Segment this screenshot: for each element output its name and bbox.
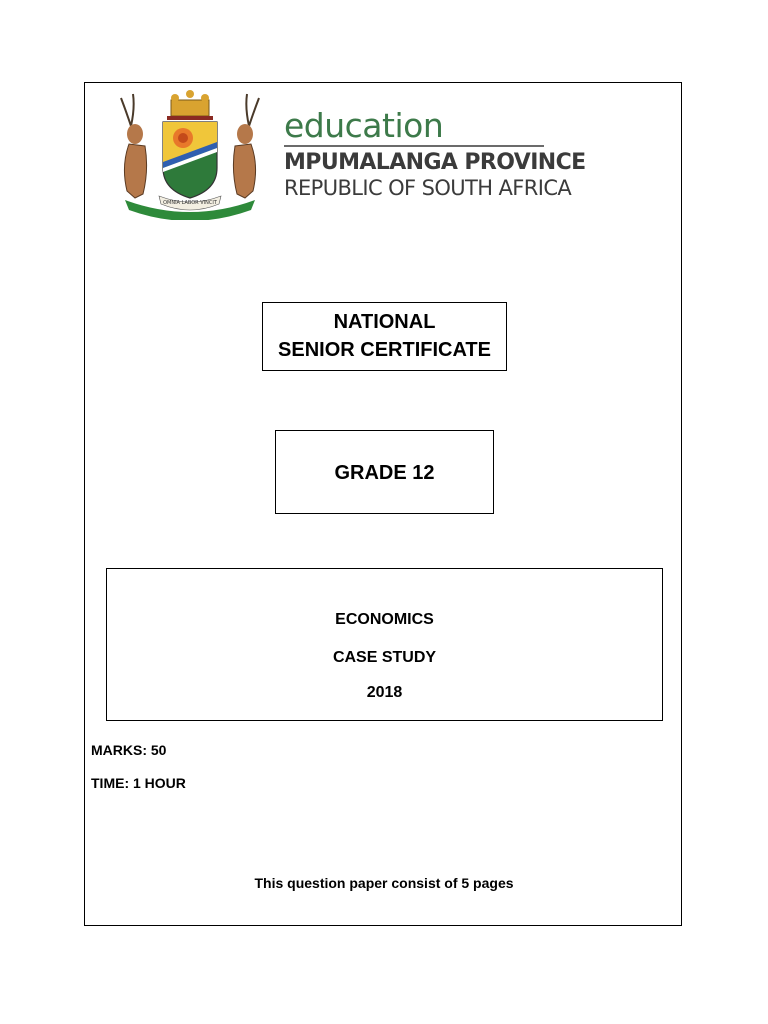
country-name: REPUBLIC OF SOUTH AFRICA	[284, 176, 572, 200]
time-info: TIME: 1 HOUR	[91, 775, 186, 791]
page-count-note: This question paper consist of 5 pages	[254, 875, 514, 891]
grade-label: GRADE 12	[334, 462, 435, 484]
paper-type: CASE STUDY	[332, 649, 437, 666]
certificate-box	[262, 302, 507, 371]
exam-year: 2018	[366, 684, 403, 701]
province-name: MPUMALANGA PROVINCE	[284, 150, 586, 175]
grade-box	[275, 430, 494, 514]
certificate-line-2: SENIOR CERTIFICATE	[278, 339, 491, 361]
crest-motto: OMNIA LABOR VINCIT	[163, 200, 217, 206]
department-name: education	[284, 106, 444, 145]
certificate-line-1: NATIONAL	[333, 311, 436, 333]
subject-name: ECONOMICS	[335, 611, 434, 628]
subject-box	[106, 568, 663, 721]
marks-info: MARKS: 50	[91, 742, 167, 758]
header-divider	[284, 145, 544, 147]
coat-of-arms-icon	[111, 86, 269, 220]
